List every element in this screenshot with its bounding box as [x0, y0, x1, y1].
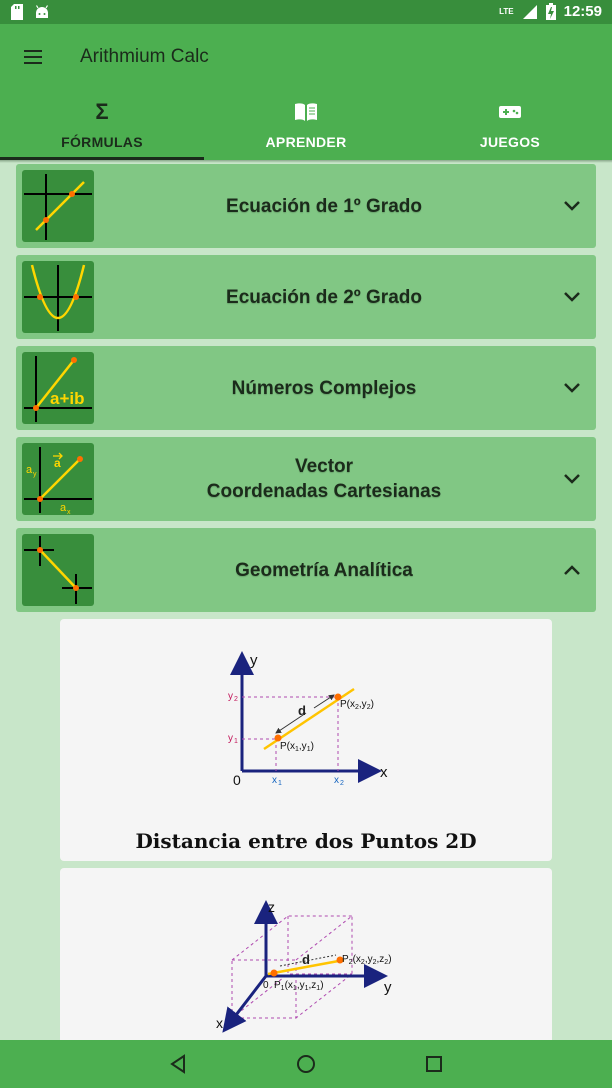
y2-label: y [228, 691, 233, 702]
y1-label: y [228, 733, 233, 744]
formula-list[interactable] [0, 160, 612, 1040]
axis-y-label: y [384, 979, 392, 996]
tab-formulas-label: FÓRMULAS [61, 134, 143, 150]
distance-label: d [298, 703, 306, 718]
distance-3d-diagram [60, 868, 552, 1040]
recents-icon[interactable] [422, 1052, 446, 1076]
status-bar [0, 0, 612, 24]
tab-juegos-label: JUEGOS [479, 134, 541, 150]
home-icon[interactable] [294, 1052, 318, 1076]
axis-x-label: x [380, 764, 388, 781]
book-icon [294, 102, 318, 122]
p1-label: $P(x_1,y_1)$ [280, 741, 314, 753]
app-bar [0, 24, 612, 160]
section-title: Ecuación de 2º Grado [226, 286, 422, 308]
section-title: Geometría Analítica [235, 559, 413, 581]
tab-formulas[interactable] [0, 94, 204, 160]
distance-2d-diagram [60, 619, 552, 799]
tab-aprender-label: APRENDER [265, 134, 347, 150]
formula-card-distance-2d[interactable] [60, 619, 552, 861]
chevron-down-icon[interactable] [560, 194, 584, 218]
tab-bar [0, 94, 612, 160]
android-icon [34, 4, 50, 20]
app-title: Arithmium Calc [80, 46, 209, 67]
y1-subscript: 1 [234, 738, 238, 745]
sd-card-icon [10, 4, 24, 20]
p2-label: $P_2(x_2,y_2,z_2)$ [342, 954, 392, 966]
x1-label: x [272, 775, 277, 786]
x2-label: x [334, 775, 339, 786]
distance-label: d [302, 952, 310, 967]
origin-label: 0 [233, 772, 241, 788]
system-nav-bar [0, 1040, 612, 1088]
battery-icon [546, 3, 556, 20]
signal-icon [522, 4, 538, 20]
axis-z-label: z [268, 899, 275, 915]
chevron-up-icon[interactable] [560, 558, 584, 582]
sigma-icon: Σ [95, 99, 109, 124]
network-type-label: LTE [499, 7, 514, 16]
chevron-down-icon[interactable] [560, 285, 584, 309]
section-title: Números Complejos [231, 377, 417, 399]
y2-subscript: 2 [234, 696, 238, 703]
origin-label: 0 [263, 980, 269, 991]
clock: 12:59 [563, 3, 602, 20]
vector-a-label: a [54, 456, 61, 470]
x2-subscript: 2 [340, 780, 344, 787]
section-title [112, 437, 536, 521]
back-icon[interactable] [166, 1052, 190, 1076]
linear-equation-thumbnail [22, 170, 94, 242]
vector-ax-subscript: x [67, 509, 71, 515]
tab-juegos[interactable] [408, 94, 612, 160]
section-row-geometria-analitica[interactable] [16, 528, 596, 612]
tab-aprender[interactable] [204, 94, 408, 160]
section-title-line1: Vector [294, 456, 354, 477]
hamburger-menu-icon[interactable] [22, 46, 50, 70]
section-row-numeros-complejos[interactable] [16, 346, 596, 430]
section-title-line2: Coordenadas Cartesianas [206, 481, 442, 502]
section-title: Ecuación de 1º Grado [226, 195, 422, 217]
formula-card-distance-3d[interactable] [60, 868, 552, 1040]
vector-ay-label: a [26, 464, 33, 476]
complex-label: a+ib [50, 389, 85, 408]
p2-label: $P(x_2,y_2)$ [340, 699, 374, 711]
chevron-down-icon[interactable] [560, 467, 584, 491]
card-title: Distancia entre dos Puntos 2D [135, 829, 477, 853]
section-row-ecuacion-2[interactable] [16, 255, 596, 339]
axis-y-label: y [250, 652, 258, 669]
x1-subscript: 1 [278, 780, 282, 787]
vector-ay-subscript: y [33, 471, 37, 478]
quadratic-equation-thumbnail [22, 261, 94, 333]
section-row-vector[interactable] [16, 437, 596, 521]
p1-label: $P_1(x_1,y_1,z_1)$ [274, 980, 324, 992]
analytic-geometry-thumbnail [22, 534, 94, 606]
gamepad-icon [498, 104, 522, 120]
axis-x-label: x [216, 1015, 223, 1031]
vector-ax-label: a [60, 502, 67, 514]
vector-thumbnail [22, 443, 94, 515]
chevron-down-icon[interactable] [560, 376, 584, 400]
section-row-ecuacion-1[interactable] [16, 164, 596, 248]
complex-numbers-thumbnail [22, 352, 94, 424]
